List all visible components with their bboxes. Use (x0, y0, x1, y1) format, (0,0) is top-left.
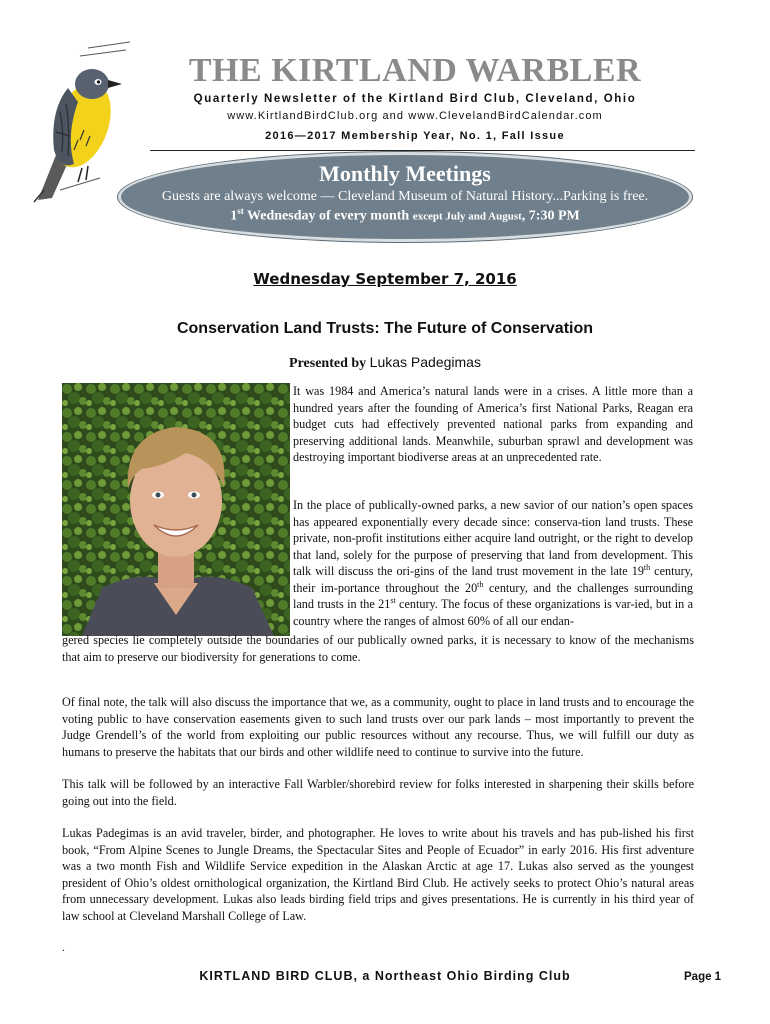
article-paragraph-2 (293, 497, 693, 629)
article-paragraph-3: Of final note, the talk will also discuss the importance that we, as a community, ought to place in land trusts and to encourage the voting public to have conservation easements given to such land trusts over our park lands – most importantly to prevent the Judge Grendell’s of the world from exploiting our public resources without any recourse. Thus, we will fulfill our duty as humans to preserve the habitats that our birds and other wildlife need to continue to survive into the future. (62, 695, 694, 759)
meeting-date: Wednesday September 7, 2016 (253, 270, 517, 288)
article-paragraph-1: It was 1984 and America’s natural lands were in a crises. A little more than a hundred years after the founding of America’s first National Parks, Reagan era budget cuts had effectively prevented national parks from expanding and preserving additional lands. Meanwhile, suburban sprawl and development was destroying important biodiverse areas at an unprecedented rate. (293, 384, 693, 464)
club-websites: www.KirtlandBirdClub.org and www.ClevelandBirdCalendar.com (227, 110, 603, 122)
presented-by-label: Presented by (289, 356, 367, 371)
newsletter-title: THE KIRTLAND WARBLER (188, 52, 642, 89)
article-p2-part-c: century, and the challenges surrounding land trusts in the 21 (293, 580, 694, 611)
article-p2-part-b: century, their im-portance throughout the 20 (293, 564, 693, 595)
footer-club-name: KIRTLAND BIRD CLUB, a Northeast Ohio Birding Club (199, 969, 571, 983)
page-number: Page 1 (684, 971, 722, 983)
meetings-banner-info: Guests are always welcome — Cleveland Museum of Natural History...Parking is free. (161, 189, 649, 204)
ordinal-suffix: th (477, 579, 484, 589)
ordinal-suffix: st (390, 595, 396, 605)
meetings-banner-schedule (118, 206, 692, 225)
presenter-name: Lukas Padegimas (369, 354, 481, 370)
article-paragraph-2-continued: gered species lie completely outside the boundaries of our publically owned parks, it is necessary to know of the mechanisms that aim to preserve our biodiversity for generations to come. (62, 633, 694, 664)
schedule-day-number: 1 (230, 208, 238, 224)
article-paragraph-4: This talk will be followed by an interactive Fall Warbler/shorebird review for folks interested in sharpening their skills before going out into the field. (62, 777, 694, 808)
schedule-day-text: Wednesday of every month (243, 208, 413, 224)
schedule-exception: except July and August (412, 210, 522, 223)
article-p2-part-d: century. The focus of these organizations is var-ied, but in a country where the ranges of almost 60% of all our endan- (293, 597, 694, 628)
presenter-bio: Lukas Padegimas is an avid traveler, birder, and photographer. He loves to write about his travels and has pub-lished his first book, “From Alpine Scenes to Jungle Dreams, the Spectacular Sites and People of Ecuador” in early 2016. His first adventure was a two month Fish and Wildlife Service expedition in the Alaskan Arctic at age 17. Lukas also served as the youngest president of Ohio’s oldest ornithological organization, the Kirtland Bird Club. He actively seeks to protect Ohio’s natural areas from unnecessary development. Lukas also leads birding field trips and gives presentations. He is currently in his third year of law school at Cleveland Marshall College of Law. (62, 826, 694, 923)
meetings-banner-title: Monthly Meetings (319, 161, 491, 186)
ordinal-suffix: th (643, 562, 651, 572)
schedule-day-suffix: st (237, 206, 244, 216)
article-p2-part-a: In the place of publically-owned parks, a new savior of our nation’s open spaces has appeared exponentially every decade since: conserva-tion land trusts. These private, non-profit institutions either acquire land outright, or the right to develop that land, solely for the purpose of preserving that land from development. This talk will discuss the ori-gins of the land trust movement in the late 19 (293, 498, 693, 578)
presenter-photo (62, 383, 290, 636)
presenter-line (0, 354, 770, 372)
schedule-time: , 7:30 PM (521, 208, 580, 224)
trailing-dot: . (62, 940, 65, 954)
masthead-divider (150, 150, 695, 151)
talk-title: Conservation Land Trusts: The Future of Conservation (176, 320, 594, 337)
issue-line: 2016—2017 Membership Year, No. 1, Fall Issue (265, 130, 565, 142)
newsletter-subtitle: Quarterly Newsletter of the Kirtland Bird Club, Cleveland, Ohio (193, 93, 637, 105)
